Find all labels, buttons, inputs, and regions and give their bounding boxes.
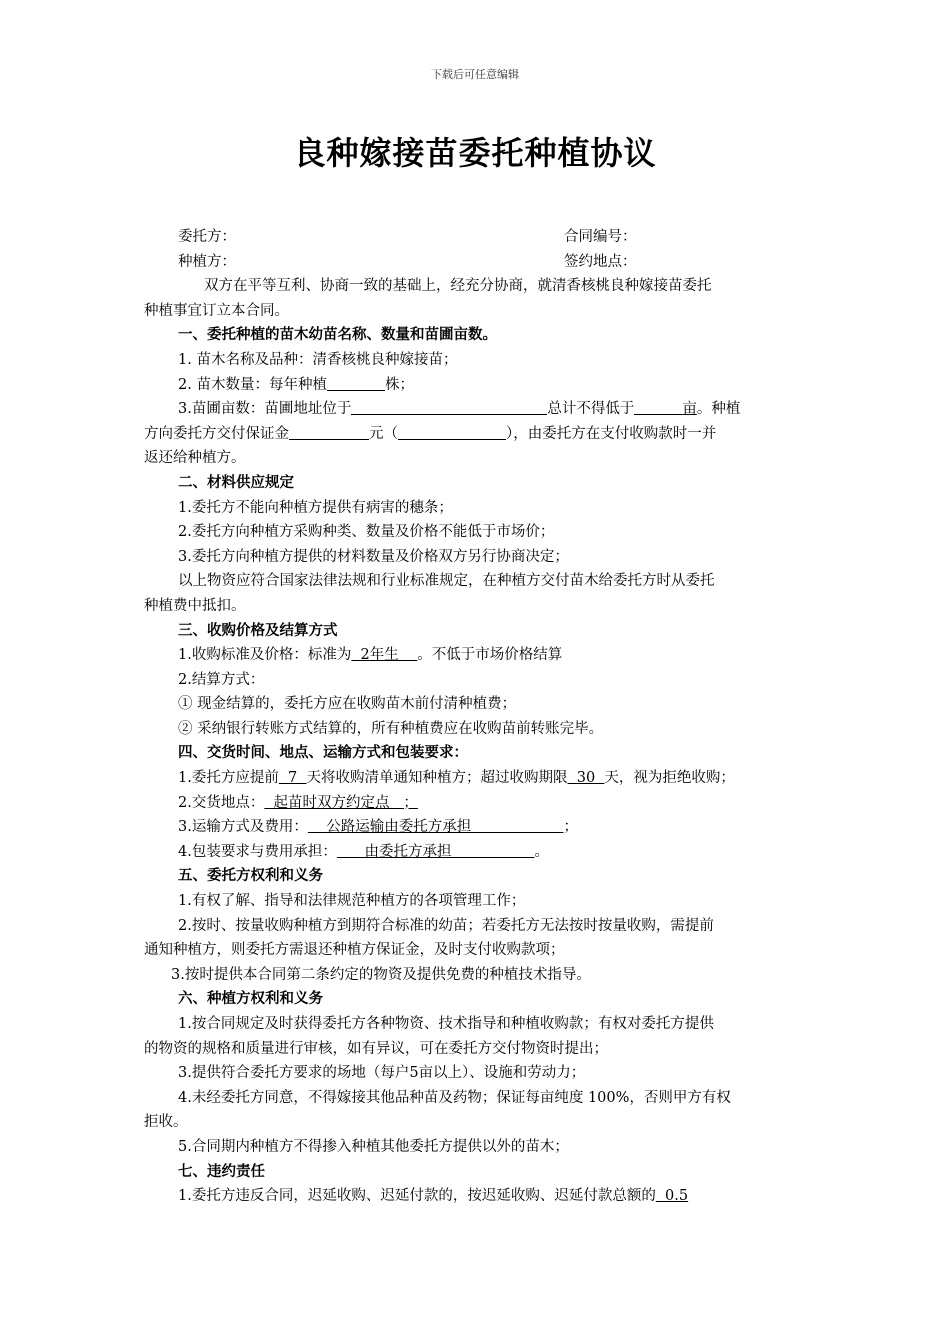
s1-item-2-text: 2. 苗木数量：每年种植 [178, 376, 327, 393]
section-1-heading: 一、委托种植的苗木幼苗名称、数量和苗圃亩数。 [178, 326, 497, 344]
s3-option-2: ② 采纳银行转账方式结算的，所有种植费应在收购苗前转账完毕。 [178, 720, 604, 737]
s1-item-3-mid: 总计不得低于 [547, 401, 635, 418]
s4-item-1 [144, 766, 814, 791]
s4-item-1-text: 1.委托方应提前 [178, 770, 279, 787]
s1-item-3 [144, 397, 814, 422]
s1-item-2-suffix: 株； [384, 376, 414, 393]
nursery-address-blank [351, 398, 547, 415]
s4-item-3-end: ； [563, 819, 578, 836]
s7-item-1-text: 1.委托方违反合同，迟延收购、迟延付款的，按迟延收购、迟延付款总额的 [178, 1188, 656, 1205]
s4-item-3-text: 3.运输方式及费用： [178, 819, 308, 836]
intro-line-1: 双方在平等互利、协商一致的基础上，经充分协商，就清香核桃良种嫁接苗委托 [204, 278, 712, 295]
s1-item-3-line-3: 返还给种植方。 [144, 450, 246, 467]
section-6-heading: 六、种植方权利和义务 [178, 990, 323, 1008]
s1-item-3-end: 。种植 [696, 401, 741, 418]
s4-item-1-end: 天，视为拒绝收购； [604, 770, 735, 787]
s4-item-4 [144, 840, 814, 865]
purchase-deadline-value: 30 [567, 770, 605, 787]
s5-item-3: 3.按时提供本合同第二条约定的物资及提供免费的种植技术指导。 [171, 966, 591, 983]
deposit-return-text: ），由委托方在支付收购款时一并 [506, 425, 717, 442]
s6-item-1-line-1: 1.按合同规定及时获得委托方各种物资、技术指导和种植收购款；有权对委托方提供 [178, 1016, 714, 1032]
s2-paragraph-line-1: 以上物资应符合国家法律法规和行业标准规定，在种植方交付苗木给委托方时从委托 [178, 573, 715, 590]
s6-item-1-line-2: 的物资的规格和质量进行审核，如有异议，可在委托方交付物资时提出； [144, 1040, 608, 1057]
deposit-text: 方向委托方交付保证金 [144, 425, 289, 442]
notice-days-value: 7 [278, 770, 307, 787]
s6-item-4-line-1: 4.未经委托方同意，不得嫁接其他品种苗及药物；保证每亩纯度 100%，否则甲方有权 [178, 1089, 731, 1106]
contract-body [144, 225, 814, 1209]
purchase-standard-value: 2年生 [351, 647, 418, 664]
s7-item-1 [144, 1184, 814, 1209]
s1-item-3-line-2 [144, 422, 814, 447]
header-note: 下载后可任意编辑 [431, 68, 519, 81]
seedling-count-blank [327, 374, 385, 391]
s4-item-2 [144, 791, 814, 816]
deposit-amount-blank [289, 423, 369, 440]
s3-item-1 [144, 643, 814, 668]
s3-item-2: 2.结算方式： [178, 671, 265, 688]
deposit-unit: 元（ [369, 425, 398, 442]
document-title: 良种嫁接苗委托种植协议 [293, 134, 657, 172]
s5-item-1: 1.有权了解、指导和法律规范种植方的各项管理工作； [178, 893, 526, 910]
s1-item-2 [144, 373, 814, 398]
section-5-heading: 五、委托方权利和义务 [178, 867, 323, 885]
section-7-heading: 七、违约责任 [178, 1162, 265, 1180]
section-2-heading: 二、材料供应规定 [178, 473, 294, 491]
s2-paragraph-line-2: 种植费中抵扣。 [144, 597, 246, 614]
s4-item-3 [144, 815, 814, 840]
s4-item-4-end: 。 [534, 843, 549, 860]
penalty-rate-value: 0.5 [655, 1188, 689, 1205]
s3-item-1-text: 1.收购标准及价格：标准为 [178, 647, 352, 664]
s4-item-4-text: 4.包装要求与费用承担： [178, 843, 337, 860]
transport-method-value: 公路运输由委托方承担 [307, 819, 564, 836]
deposit-uppercase-blank [398, 423, 506, 440]
s3-option-1: ① 现金结算的，委托方应在收购苗木前付清种植费； [178, 696, 517, 713]
grower-label: 种植方： [178, 253, 236, 270]
intro-line-2: 种植事宜订立本合同。 [144, 302, 289, 319]
s2-item-2: 2.委托方向种植方采购种类、数量及价格不能低于市场价； [178, 524, 555, 541]
s3-item-1-end: 。不低于市场价格结算 [417, 647, 563, 664]
s6-item-5: 5.合同期内种植方不得掺入种植其他委托方提供以外的苗木； [178, 1138, 569, 1155]
s4-item-2-text: 2.交货地点： [178, 794, 265, 811]
acre-unit: 亩 [682, 401, 697, 418]
s6-item-4-line-2: 拒收。 [144, 1114, 188, 1131]
delivery-place-value: 起苗时双方约定点 ； [264, 794, 418, 811]
s1-item-1: 1. 苗木名称及品种：清香核桃良种嫁接苗； [178, 351, 458, 368]
s1-item-3-text: 3.苗圃亩数：苗圃地址位于 [178, 401, 352, 418]
section-4-heading: 四、交货时间、地点、运输方式和包装要求： [178, 744, 468, 762]
client-label: 委托方： [178, 229, 236, 245]
s2-item-1: 1.委托方不能向种植方提供有病害的穗条； [178, 499, 453, 516]
s5-item-2-line-1: 2.按时、按量收购种植方到期符合标准的幼苗；若委托方无法按时按量收购，需提前 [178, 917, 714, 934]
party-row-2 [144, 250, 814, 275]
sign-place-label: 签约地点： [564, 253, 637, 270]
acreage-blank [634, 398, 682, 415]
contract-no-label: 合同编号： [564, 229, 637, 245]
section-3-heading: 三、收购价格及结算方式 [178, 621, 338, 639]
party-row-1 [144, 225, 814, 250]
s2-item-3: 3.委托方向种植方提供的材料数量及价格双方另行协商决定； [178, 548, 569, 565]
packaging-cost-value: 由委托方承担 [336, 843, 535, 860]
s5-item-2-line-2: 通知种植方，则委托方需退还种植方保证金，及时支付收购款项； [144, 942, 565, 959]
s6-item-3: 3.提供符合委托方要求的场地（每户5亩以上）、设施和劳动力； [178, 1065, 586, 1082]
s4-item-1-mid: 天将收购清单通知种植方；超过收购期限 [306, 770, 568, 787]
